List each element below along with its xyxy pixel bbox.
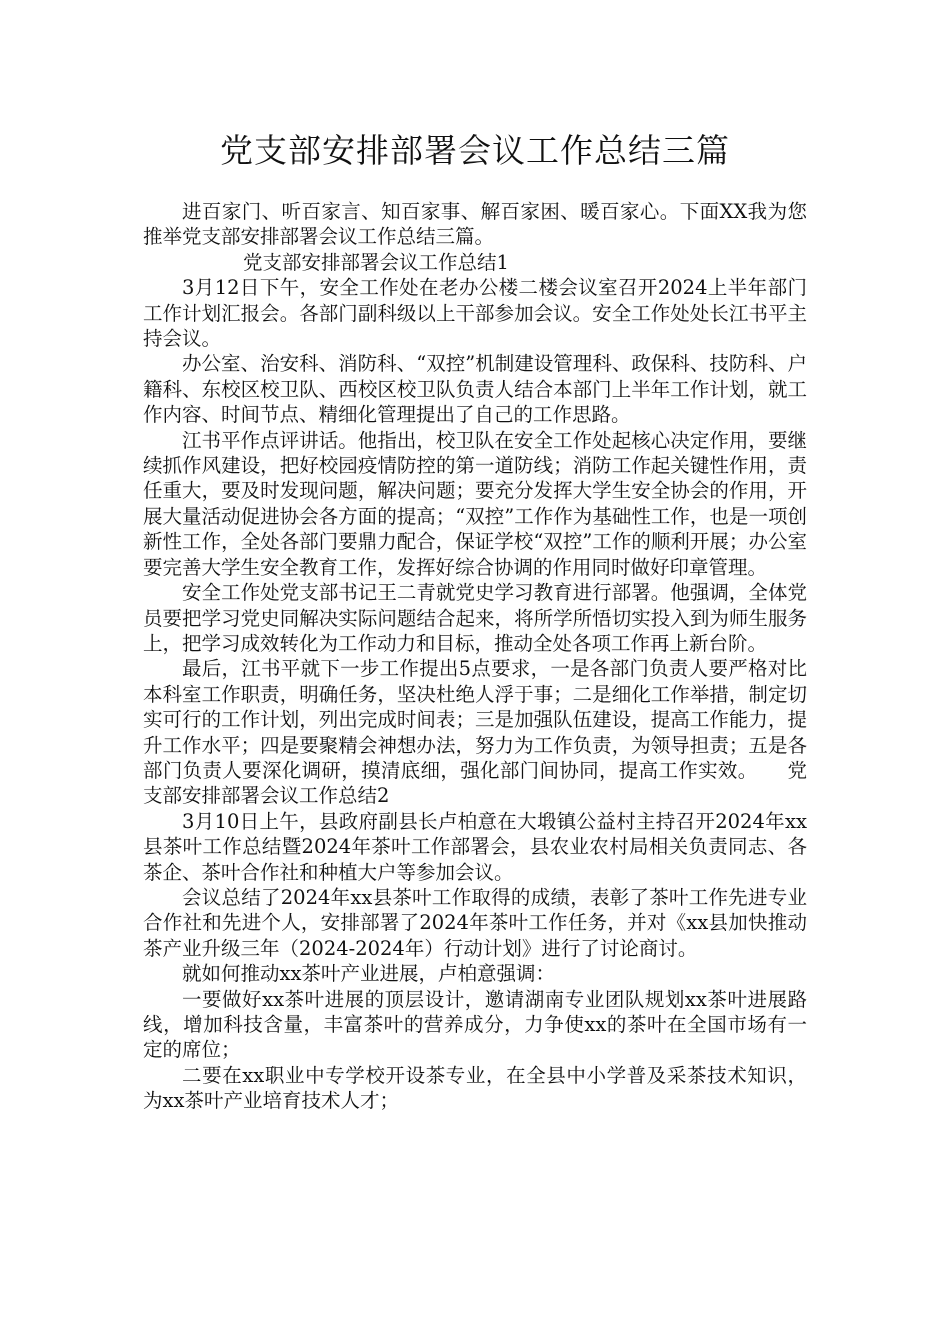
document-page [143, 125, 807, 1114]
body-paragraph: 3月12日下午，安全工作处在老办公楼二楼会议室召开2024上半年部门工作计划汇报会。各部门副科级以上干部参加会议。安全工作处处长江书平主持会议。 [143, 276, 807, 351]
body-paragraph: 办公室、治安科、消防科、“双控”机制建设管理科、政保科、技防科、户籍科、东校区校卫队、西校区校卫队负责人结合本部门上半年工作计划，就工作内容、时间节点、精细化管理提出了自己的工作思路。 [143, 352, 807, 427]
body-paragraph: 江书平作点评讲话。他指出，校卫队在安全工作处起核心决定作用，要继续抓作风建设，把好校园疫情防控的第一道防线；消防工作起关键性作用，责任重大，要及时发现问题，解决问题；要充分发挥大学生安全协会的作用，开展大量活动促进协会各方面的提高；“双控”工作作为基础性工作，也是一项创新性工作，全处各部门要鼎力配合，保证学校“双控”工作的顺利开展；办公室要完善大学生安全教育工作，发挥好综合协调的作用同时做好印章管理。 [143, 428, 807, 579]
document-title: 党支部安排部署会议工作总结三篇 [220, 131, 730, 170]
body-paragraph: 二要在xx职业中专学校开设茶专业，在全县中小学普及采茶技术知识，为xx茶叶产业培育技术人才； [143, 1063, 807, 1113]
body-paragraph: 3月10日上午，县政府副县长卢柏意在大塅镇公益村主持召开2024年xx县茶叶工作总结暨2024年茶叶工作部署会，县农业农村局相关负责同志、各茶企、茶叶合作社和种植大户等参加会议。 [143, 809, 807, 884]
body-paragraph: 最后，江书平就下一步工作提出5点要求，一是各部门负责人要严格对比本科室工作职责，明确任务，坚决杜绝人浮于事；二是细化工作举措，制定切实可行的工作计划，列出完成时间表；三是加强队伍建设，提高工作能力，提升工作水平；四是要聚精会神想办法，努力为工作负责，为领导担责；五是各部门负责人要深化调研，摸清底细，强化部门间协同，提高工作实效。 党支部安排部署会议工作总结2 [143, 657, 807, 808]
body-paragraph: 就如何推动xx茶叶产业进展，卢柏意强调： [182, 962, 555, 986]
body-paragraph: 会议总结了2024年xx县茶叶工作取得的成绩，表彰了茶叶工作先进专业合作社和先进个人，安排部署了2024年茶叶工作任务，并对《xx县加快推动茶产业升级三年（2024-2024年）行动计划》进行了讨论商讨。 [143, 885, 807, 960]
body-paragraph: 安全工作处党支部书记王二青就党史学习教育进行部署。他强调，全体党员要把学习党史同解决实际问题结合起来，将所学所悟切实投入到为师生服务上，把学习成效转化为工作动力和目标，推动全处各项工作再上新台阶。 [143, 581, 807, 655]
intro-paragraph: 进百家门、听百家言、知百家事、解百家困、暖百家心。下面XX我为您推举党支部安排部署会议工作总结三篇。 [143, 200, 807, 249]
body-paragraph: 一要做好xx茶叶进展的顶层设计，邀请湖南专业团队规划xx茶叶进展路线，增加科技含量，丰富茶叶的营养成分，力争使xx的茶叶在全国市场有一定的席位； [143, 987, 807, 1062]
section-heading-1: 党支部安排部署会议工作总结1 [243, 250, 509, 274]
